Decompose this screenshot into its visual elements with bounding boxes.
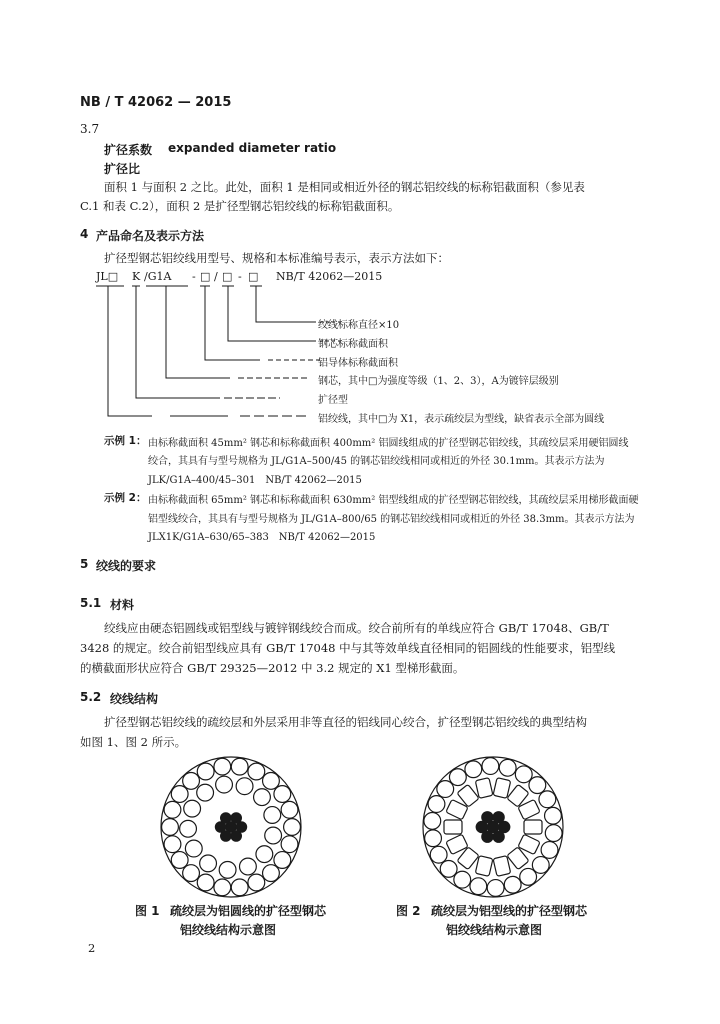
page-number: 2 [88, 941, 96, 955]
outer-aluminium-wire [274, 786, 291, 803]
outer-aluminium-wire [284, 819, 301, 836]
loose-layer-aluminium-wire [219, 861, 236, 878]
outer-aluminium-wire [545, 825, 562, 842]
loose-layer-aluminium-wire [216, 776, 233, 793]
part-al-area: □ [200, 270, 211, 283]
outer-aluminium-wire [197, 763, 214, 780]
outer-aluminium-wire [171, 852, 188, 869]
example-line: 铝型线绞合，其具有与型号规格为 JL/G1A–800/65 的钢芯铝绞线相同或相近的外径 38.3mm。其表示方法为 [148, 514, 635, 525]
part-steel-area: □ [222, 270, 233, 283]
figure-caption: 铝绞线结构示意图 [446, 923, 543, 937]
term-cn: 扩径系数 [104, 143, 153, 157]
loose-layer-aluminium-wire [264, 807, 281, 824]
loose-layer-aluminium-wire [197, 784, 214, 801]
paragraph-line: 扩径型钢芯铝绞线的疏绞层和外层采用非等直径的铝线同心绞合，扩径型钢芯铝绞线的典型结构 [104, 715, 587, 729]
standard-number-header: NB / T 42062 — 2015 [80, 95, 232, 110]
outer-aluminium-wire [164, 836, 181, 853]
part-diameter: □ [248, 270, 259, 283]
designation-label: 扩径型 [318, 395, 348, 406]
subsection-number: 5.1 [80, 596, 102, 610]
outer-aluminium-wire [164, 801, 181, 818]
paragraph-line: 的横截面形状应符合 GB/T 29325—2012 中 3.2 规定的 X1 型梯形截面。 [80, 661, 465, 675]
loose-layer-aluminium-wire [200, 855, 217, 872]
definition-line: 面积 1 与面积 2 之比。此处，面积 1 是相同或相近外径的钢芯铝绞线的标称铝截面积（参见表 [104, 180, 585, 194]
outer-aluminium-wire [545, 807, 562, 824]
outer-aluminium-wire [248, 874, 265, 891]
outer-aluminium-wire [449, 769, 466, 786]
loose-layer-aluminium-wire [256, 846, 273, 863]
outer-aluminium-wire [231, 758, 248, 775]
loose-layer-aluminium-wire [240, 858, 257, 875]
example-line: 由标称截面积 45mm² 钢芯和标称截面积 400mm² 铝圆线组成的扩径型钢芯铝绞线，其疏绞层采用硬铝圆线 [148, 438, 629, 449]
outer-aluminium-wire [424, 813, 441, 830]
paragraph-line: 绞线应由硬态铝圆线或铝型线与镀锌钢线绞合而成。绞合前所有的单线应符合 GB/T 17048、GB/T [104, 621, 609, 635]
outer-aluminium-wire [428, 796, 445, 813]
term-en: expanded diameter ratio [168, 141, 337, 155]
figure-number: 图 1 [135, 904, 160, 918]
outer-aluminium-wire [437, 781, 454, 798]
outer-aluminium-wire [520, 868, 537, 885]
outer-aluminium-wire [248, 763, 265, 780]
outer-aluminium-wire [162, 819, 179, 836]
loose-layer-aluminium-wire [180, 820, 197, 837]
outer-aluminium-wire [263, 865, 280, 882]
part-k: K [132, 270, 141, 283]
outer-aluminium-wire [231, 879, 248, 896]
loose-layer-aluminium-wire [184, 800, 201, 817]
designation-label: 绞线标称直径×10 [318, 320, 400, 331]
steel-core-wire [221, 813, 231, 823]
outer-aluminium-wire [214, 758, 231, 775]
outer-aluminium-wire [214, 879, 231, 896]
subsection-title: 材料 [110, 598, 135, 612]
figure-number: 图 2 [396, 904, 421, 918]
paragraph-line: 如图 1、图 2 所示。 [80, 735, 187, 749]
outer-aluminium-wire [281, 801, 298, 818]
outer-aluminium-wire [541, 842, 558, 859]
outer-aluminium-wire [504, 876, 521, 893]
outer-aluminium-wire [440, 860, 457, 877]
figure-1-cross-section [160, 756, 302, 898]
part-slash: / [214, 270, 218, 283]
paragraph-line: 3428 的规定。绞合前铝型线应具有 GB/T 17048 中与其等效单线直径相同的铝圆线的性能要求，铝型线 [80, 641, 616, 655]
example-label: 示例 2： [104, 492, 147, 504]
outer-aluminium-wire [532, 857, 549, 874]
figure-2-cross-section [422, 756, 564, 898]
subsection-number: 5.2 [80, 690, 102, 704]
outer-aluminium-wire [197, 874, 214, 891]
example-line: 由标称截面积 65mm² 钢芯和标称截面积 630mm² 铝型线组成的扩径型钢芯铝绞线，其疏绞层采用梯形截面硬 [148, 495, 639, 506]
steel-core-wire [493, 812, 504, 823]
designation-label: 铝导体标称截面积 [318, 358, 398, 369]
designation-label: 铝绞线，其中□为 X1，表示疏绞层为型线，缺省表示全部为圆线 [318, 414, 605, 425]
section-title: 绞线的要求 [96, 559, 157, 573]
outer-aluminium-wire [539, 791, 556, 808]
outer-aluminium-wire [470, 878, 487, 895]
definition-line: C.1 和表 C.2），面积 2 是扩径型钢芯铝绞线的标称铝截面积。 [80, 199, 400, 213]
part-standard: NB/T 42062—2015 [276, 270, 383, 283]
trapezoidal-aluminium-wire [524, 820, 542, 834]
steel-core-wire [482, 812, 493, 823]
outer-aluminium-wire [430, 846, 447, 863]
example-label: 示例 1： [104, 435, 147, 447]
outer-aluminium-wire [454, 871, 471, 888]
loose-layer-aluminium-wire [236, 778, 253, 795]
trapezoidal-aluminium-wire [444, 820, 462, 834]
part-jl: JL□ [96, 270, 119, 283]
outer-aluminium-wire [499, 759, 516, 776]
term-synonym: 扩径比 [104, 162, 141, 176]
steel-core-wire [493, 831, 504, 842]
subsection-title: 绞线结构 [110, 692, 159, 706]
designation-intro: 扩径型钢芯铝绞线用型号、规格和本标准编号表示，表示方法如下： [104, 251, 449, 265]
loose-layer-aluminium-wire [265, 827, 282, 844]
outer-aluminium-wire [263, 773, 280, 790]
outer-aluminium-wire [482, 758, 499, 775]
section-title: 产品命名及表示方法 [96, 229, 205, 243]
part-g1a: /G1A [144, 270, 172, 283]
outer-aluminium-wire [515, 766, 532, 783]
designation-label: 钢芯标称截面积 [318, 339, 388, 350]
clause-number: 3.7 [80, 122, 100, 136]
section-number: 5 [80, 557, 89, 571]
outer-aluminium-wire [274, 852, 291, 869]
designation-label: 钢芯，其中□为强度等级（1、2、3），A为镀锌层级别 [318, 376, 559, 387]
figure-caption: 疏绞层为铝圆线的扩径型钢芯 [170, 904, 327, 918]
outer-aluminium-wire [183, 773, 200, 790]
outer-aluminium-wire [281, 836, 298, 853]
figure-caption: 疏绞层为铝型线的扩径型钢芯 [431, 904, 588, 918]
loose-layer-aluminium-wire [185, 840, 202, 857]
figure-caption: 铝绞线结构示意图 [180, 923, 277, 937]
example-line: JLX1K/G1A–630/65–383 NB/T 42062—2015 [148, 532, 376, 543]
example-line: JLK/G1A–400/45–301 NB/T 42062—2015 [148, 475, 362, 486]
outer-aluminium-wire [529, 777, 546, 794]
outer-aluminium-wire [183, 865, 200, 882]
example-line: 绞合，其具有与型号规格为 JL/G1A–500/45 的钢芯铝绞线相同或相近的外径 30.1mm。其表示方法为 [148, 456, 605, 467]
outer-aluminium-wire [425, 830, 442, 847]
outer-aluminium-wire [487, 880, 504, 897]
part-dash: - [238, 270, 242, 283]
outer-aluminium-wire [171, 786, 188, 803]
outer-aluminium-wire [465, 761, 482, 778]
part-dash: - [192, 270, 196, 283]
steel-core-wire [231, 813, 241, 823]
steel-core-wire [231, 831, 241, 841]
loose-layer-aluminium-wire [254, 789, 271, 806]
section-number: 4 [80, 227, 89, 241]
